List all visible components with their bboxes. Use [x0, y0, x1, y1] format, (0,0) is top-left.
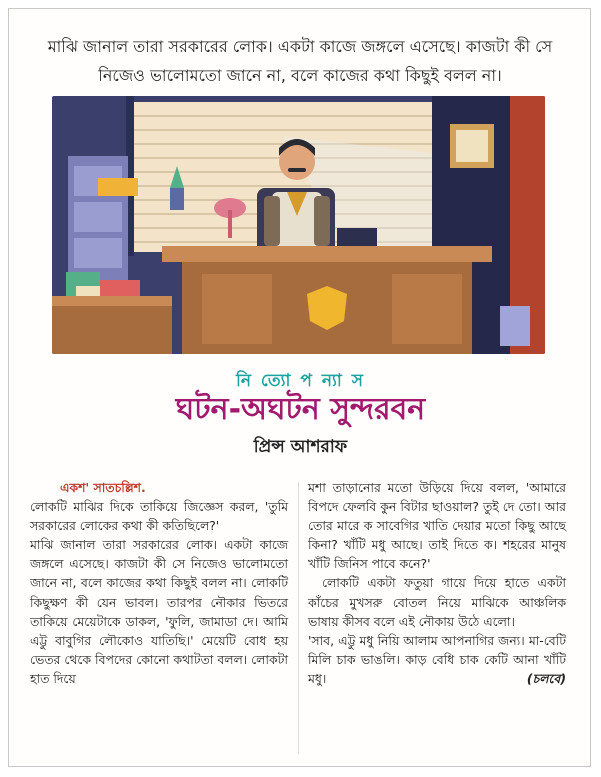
paragraph: লোকটি একটা ফতুয়া গায়ে দিয়ে হাতে একটা কাঁচের মুখসরু বোতল নিয়ে মাঝিকে আঞ্চলিক ভাষায় কীসব বলে এই নৌকায় উঠে এলো।: [308, 575, 566, 629]
paragraph: মাঝি জানাল তারা সরকারের লোক। একটা কাজে জঙ্গলে এসেছে। কাজটা কী সে নিজেও ভালোমতো জানে না, বলে কাজের কথা কিছুই বলল না। লোকটি কিছুক্ষণ কী যেন ভাবল। তারপর নৌকার ভিতরে তাকিয়ে মেয়েটাকে ডাকল, 'ফুলি, জামাডা দে। আমি এট্টু বাবুগির লৌকোও যাতিছি।' মেয়েটি বোধ হয় ভেতর থেকে বিপদের কোনো কথাটতা বলল। লোকটা হাত দিয়ে: [30, 537, 288, 686]
paragraph: মশা তাড়ানোর মতো উড়িয়ে দিয়ে বলল, 'আমারে বিপদে ফেলবি কুন বিটার ছাওয়াল? তুই দে তো। আর তোর মারে ক সাবেগির খাতি দেয়ার মতো কিছু আছে কিনা? খাঁটি মধু আছে। তাই দিতে ক। শহরের মানুষ খাঁটি জিনিস পাবে কনে?': [308, 480, 566, 572]
paragraph-last: [308, 631, 566, 688]
caption-text: মাঝি জানাল তারা সরকারের লোক। একটা কাজে জঙ্গলে এসেছে। কাজটা কী সে নিজেও ভালোমতো জানে না, বলে কাজের কথা কিছুই বলল না।: [47, 37, 553, 85]
left-column: [30, 478, 288, 688]
office-illustration: [52, 96, 545, 354]
to-be-continued: (চলবে): [526, 670, 566, 686]
chapter-heading: একশ' সাতচল্লিশ.: [60, 480, 146, 495]
author-name: প্রিন্স আশরাফ: [253, 437, 348, 457]
right-column: [308, 478, 566, 688]
paragraph-text: 'সাব, এট্টু মধু নিয়ি আলাম আপনাগির জন্য। মা-বেটি মিলি চাক ভাঙলি। কাড় বেধি চাক কেটি আনা খাঁটি মধু।: [308, 632, 566, 686]
story-title: ঘটন-অঘটন সুন্দরবন: [175, 392, 426, 427]
office-scene-svg: [52, 96, 545, 354]
series-label: নি ত্যো প ন্যা স: [236, 371, 365, 391]
paragraph: লোকটি মাঝির দিকে তাকিয়ে জিজ্ঞেস করল, 'তুমি সরকারের লোকের কথা কী কতিছিলে?': [30, 499, 288, 534]
column-divider: [298, 482, 299, 754]
